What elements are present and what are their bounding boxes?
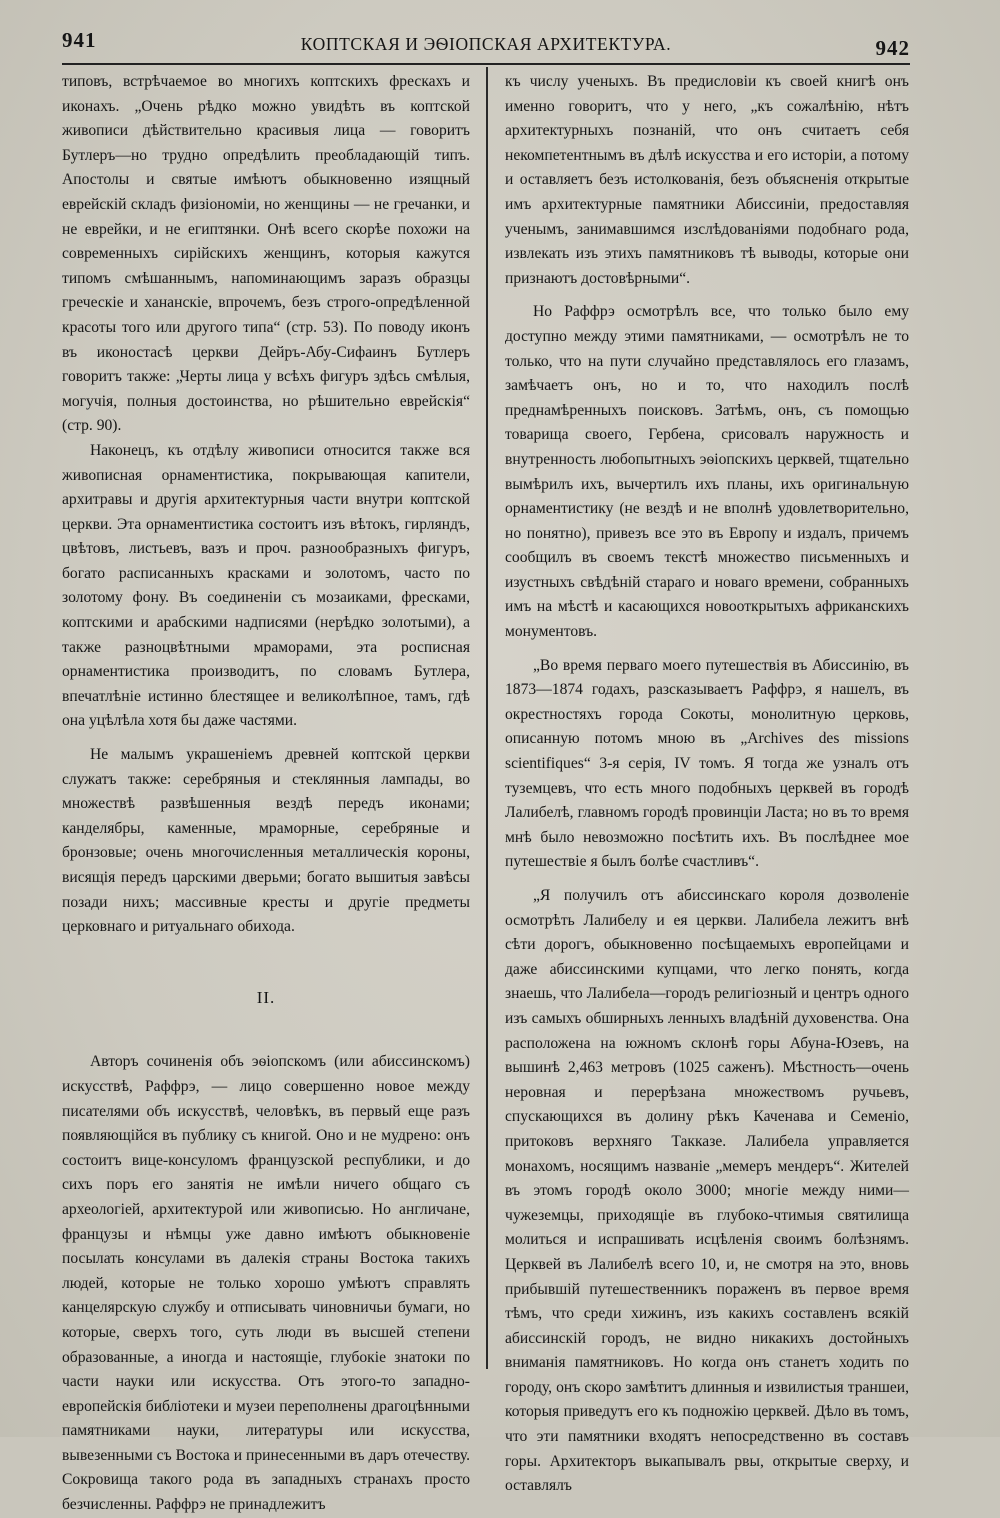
column-divider xyxy=(486,67,488,1369)
paragraph: „Во время перваго моего путешествія въ Абиссинію, въ 1873—1874 годахъ, разсказываетъ Раффрэ, я нашелъ, въ окрестностяхъ города Сокоты, монолитную церковь, описанную потомъ мною въ „Archives des missions scientifiques“ 3-я серія, IV томъ. Я тогда же узналъ отъ туземцевъ, что есть много подобныхъ церквей въ городѣ Лалибелѣ, главномъ городѣ провинціи Ласта; но въ то время мнѣ было невозможно посѣтить ихъ. Въ послѣднее мое путешествіе я былъ болѣе счастливъ“. xyxy=(505,656,909,871)
header-rule xyxy=(62,63,910,65)
page-number-right: 942 xyxy=(875,36,910,60)
page-header xyxy=(62,26,910,60)
paragraph: Не малымъ украшеніемъ древней коптской церкви служатъ также: серебряныя и стеклянныя лампады, во множествѣ развѣшенныя вездѣ передъ иконами; канделябры, каменные, мраморные, серебряные и бронзовые; очень многочисленныя металлическія короны, висящія передъ царскими дверьми; богато вышитыя завѣсы позади нихъ; массивные кресты и другіе предметы церковнаго и ритуальнаго обихода. xyxy=(62,746,470,936)
section-heading: II. xyxy=(256,987,276,1007)
right-column xyxy=(505,70,909,1499)
paragraph: къ числу ученыхъ. Въ предисловіи къ своей книгѣ онъ именно говоритъ, что у него, „къ сожалѣнію, нѣтъ архитектурныхъ познаній, что онъ считаетъ себя некомпетентнымъ въ дѣлѣ искусства и его исторіи, а потому и оставляетъ безъ истолкованія, безъ объясненія открытые имъ архитектурные памятники Абиссиніи, предоставляя ученымъ, занимавшимся изслѣдованіями подобнаго рода, извлекать изъ этихъ памятниковъ тѣ выводы, которые они признаютъ достовѣрными“. xyxy=(505,73,909,287)
running-title: КОПТСКАЯ И ЭѲІОПСКАЯ АРХИТЕКТУРА. xyxy=(300,34,672,54)
paragraph: „Я получилъ отъ абиссинскаго короля дозволеніе осмотрѣть Лалибелу и ея церкви. Лалибела лежитъ внѣ сѣти дорогъ, обыкновенно посѣщаемыхъ европейцами и даже абиссинскими купцами, что легко понять, когда знаешь, что Лалибела—городъ религіозный и центръ одного изъ самыхъ обширныхъ ленныхъ владѣній духовенства. Она расположена на южномъ склонѣ горы Абуна-Юзевъ, на вышинѣ 2,463 метровъ (1025 саженъ). Мѣстность—очень неровная и перерѣзана множествомъ ручьевъ, спускающихся въ долину рѣкъ Каченава и Семеніо, притоковъ верхняго Такказе. Лалибела управляется монахомъ, носящимъ названіе „мемеръ мендеръ“. Жителей въ этомъ городѣ около 3000; многіе между ними—чужеземцы, приходящіе въ глубоко-чтимыя святилища молиться и испрашивать исцѣленія своимъ болѣзнямъ. Церквей въ Лалибелѣ всего 10, и, не смотря на это, вновь прибывшій путешественникъ пораженъ въ первое время тѣмъ, что среди хижинъ, изъ какихъ составленъ всякій абиссинскій городъ, не видно никакихъ достойныхъ вниманія памятниковъ. Но когда онъ станетъ ходить по городу, онъ скоро замѣтитъ длинныя и извилистыя траншеи, которыя приведутъ его къ подножію церквей. Дѣло въ томъ, что эти памятники входятъ непосредственно въ составъ горы. Архитекторъ выкапывалъ рвы, открытые сверху, и оставлялъ xyxy=(505,887,909,1495)
paragraph: Авторъ сочиненія объ эѳіопскомъ (или абиссинскомъ) искусствѣ, Раффрэ, — лицо совершенно новое между писателями объ искусствѣ, человѣкъ, въ первый еще разъ появляющійся въ публику съ книгой. Оно и не мудрено: онъ состоитъ вице-консуломъ французской республики, и до сихъ поръ его занятія не имѣли ничего общаго съ археологіей, архитектурой или живописью. Но англичане, французы и нѣмцы уже давно имѣютъ обыкновеніе посылать консулами въ далекія страны Востока такихъ людей, которые не только хорошо умѣютъ справлять канцелярскую службу и отписывать чиновничьи бумаги, но которые, сверхъ того, суть люди въ высшей степени образованные, а иногда и настоящіе, глубокіе знатоки по части науки или искусства. Отъ этого-то западно-европейскія библіотеки и музеи переполнены драгоцѣнными памятниками науки, литературы или искусства, вывезенными съ Востока и принесенными въ даръ отечеству. Сокровища такого рода въ западныхъ странахъ просто безчисленны. Раффрэ не принадлежитъ xyxy=(62,1053,470,1514)
paragraph: Наконецъ, къ отдѣлу живописи относится также вся живописная орнаментистика, покрывающая капители, архитравы и другія архитектурныя части внутри коптской церкви. Эта орнаментистика состоитъ изъ вѣтокъ, гирляндъ, цвѣтовъ, листьевъ, вазъ и проч. разнообразныхъ фигуръ, богато расписанныхъ красками и золотомъ, часто по золотому фону. Въ соединеніи съ мозаиками, фресками, коптскими и арабскими надписями (нерѣдко золотыми), а также разноцвѣтными мраморами, эта росписная орнаментистика производитъ, по словамъ Бутлера, впечатлѣніе истинно блестящее и великолѣпное, тамъ, гдѣ она уцѣлѣла хотя бы даже частями. xyxy=(62,441,470,730)
paragraph: Но Раффрэ осмотрѣлъ все, что только было ему доступно между этими памятниками, — осмотрѣлъ не то только, что на пути случайно представлялось его глазамъ, замѣчаетъ онъ, но и то, что находилъ послѣ преднамѣренныхъ поисковъ. Затѣмъ, онъ, съ помощью товарища своего, Гербена, срисовалъ наружность и внутренность любопытныхъ эѳіопскихъ церквей, тщательно вымѣрилъ ихъ, вычертилъ ихъ планы, ихъ оригинальную орнаментистику (не вездѣ и не вполнѣ удовлетворительно, но понятно), привезъ все это въ Европу и издалъ, причемъ сообщилъ въ своемъ текстѣ множество письменныхъ и изустныхъ свѣдѣній стараго и новаго времени, собранныхъ имъ на мѣстѣ и касающихся новооткрытыхъ африканскихъ монументовъ. xyxy=(505,303,909,641)
left-column xyxy=(62,70,470,1518)
page-number-left: 941 xyxy=(62,28,97,52)
paragraph: типовъ, встрѣчаемое во многихъ коптскихъ фрескахъ и иконахъ. „Очень рѣдко можно увидѣть въ коптской живописи дѣйствительно красивыя лица — говоритъ Бутлеръ—но трудно опредѣлить преобладающій типъ. Апостолы и святые имѣютъ обыкновенно изящный еврейскій складъ физіономіи, но женщины — не гречанки, и не еврейки, и не египтянки. Онѣ всего скорѣе похожи на современныхъ сирійскихъ женщинъ, которыя кажутся типомъ смѣшаннымъ, напоминающимъ заразъ образцы греческіе и хананскіе, впрочемъ, безъ строго-опредѣленной красоты того или другого типа“ (стр. 53). По поводу иконъ въ иконостасѣ церкви Дейръ-Абу-Сифаинъ Бутлеръ говоритъ также: „Черты лица у всѣхъ фигуръ здѣсь смѣлыя, могучія, полныя достоинства, но рѣшительно еврейскія“ (стр. 90). xyxy=(62,73,470,435)
